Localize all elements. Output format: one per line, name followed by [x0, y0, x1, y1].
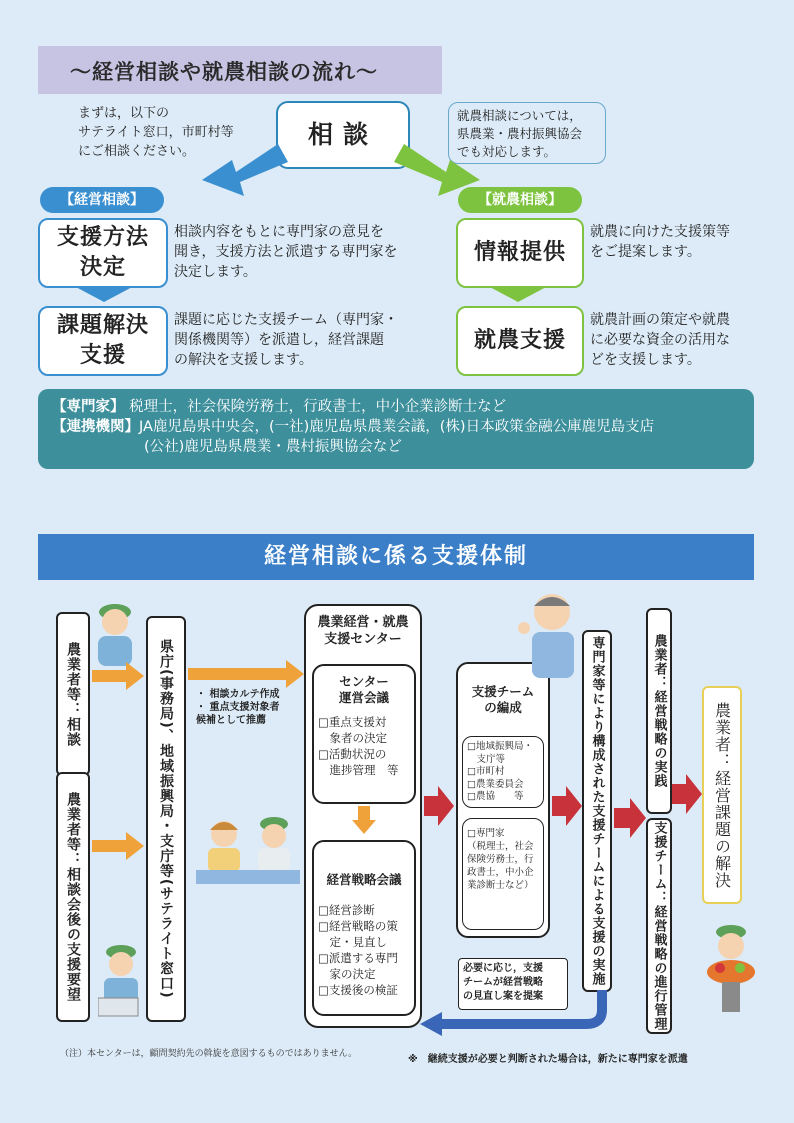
- footnote-right: ※ 継続支援が必要と判断された場合は，新たに専門家を派遣: [408, 1054, 688, 1065]
- team-support-box: [582, 630, 612, 992]
- step-farming-support-desc: 就農計画の策定や就農 に必要な資金の活用な どを支援します。: [590, 312, 730, 368]
- footnote-left: （注）本センターは，顧問契約先の斡旋を意図するものではありません。: [60, 1049, 358, 1059]
- red-arrow-icon: [552, 786, 582, 826]
- expert-text: 税理士，社会保険労務士，行政書士，中小企業診断士など: [129, 399, 507, 415]
- review-note-box: [458, 958, 568, 1010]
- step-solve-issue: 課題解決 支援: [38, 306, 168, 376]
- chevron-down-icon: [74, 286, 134, 304]
- experts-panel: [38, 389, 754, 469]
- farmer-practice-box: [646, 608, 672, 814]
- center-meeting-box: [312, 664, 416, 804]
- team-experts-items: □専門家 （税理士，社会 保険労務士，行 政書士，中小企 業診断士など）: [467, 828, 534, 891]
- red-arrow-icon: [614, 798, 646, 838]
- team-support-label: 専門家等により構成された支援チームによる支援の実施: [589, 636, 605, 986]
- business-consult-tag: 【経営相談】: [40, 187, 164, 213]
- section2-header: [38, 534, 754, 580]
- partner-label: 【連携機関】: [52, 419, 139, 435]
- arrow-left-diagonal-icon: [200, 140, 290, 200]
- expert-label: 【専門家】: [52, 399, 125, 415]
- expert-person-icon: [516, 584, 580, 684]
- step-decide-method: 支援方法 決定: [38, 218, 168, 288]
- orange-arrow-icon: [92, 832, 144, 860]
- farmer-consult-box: [56, 612, 90, 776]
- support-team-title: 支援チーム の編成: [471, 684, 535, 715]
- red-arrow-icon: [672, 774, 702, 814]
- result-box: [702, 686, 742, 904]
- step-farming-support: 就農支援: [456, 306, 584, 376]
- consultation-scene-icon: [196, 812, 300, 886]
- orange-down-arrow-icon: [352, 806, 376, 834]
- right-note: 就農相談については， 県農業・農村振興協会 でも対応します。: [448, 102, 606, 164]
- team-members-items: □地域振興局・ 支庁等 □市町村 □農業委員会 □農協 等: [467, 741, 533, 802]
- pref-notes: ・ 相談カルテ作成 ・ 重点支援対象者 候補として推薦: [196, 689, 280, 726]
- farmer-laptop-icon: [98, 944, 144, 1024]
- team-management-label: 支援チーム：経営戦略の進行管理: [651, 821, 667, 1031]
- review-note: 必要に応じ，支援 チームが経営戦略 の見直し案を提案: [463, 963, 543, 1002]
- chevron-down-icon: [488, 286, 548, 304]
- farmer-person-icon: [90, 592, 140, 672]
- strategy-meeting-items: □経営診断 □経営戦略の策 定・見直し □派遣する専門 家の決定 □支援後の検証: [318, 903, 398, 997]
- partner-text-2: (公社)鹿児島県農業・農村振興協会など: [144, 439, 402, 455]
- support-center-title: 農業経営・就農 支援センター: [317, 615, 409, 647]
- pref-office-label: 県庁(事務局)、地域振興局・支庁等(サテライト窓口): [158, 639, 174, 999]
- step-info-provision-desc: 就農に向けた支援策等 をご提案します。: [590, 224, 730, 260]
- strategy-meeting-title: 経営戦略会議: [326, 872, 402, 887]
- orange-long-arrow-icon: [188, 660, 304, 688]
- center-meeting-title: センター 運営会議: [338, 674, 389, 705]
- farmer-practice-label: 農業者：経営戦略の実践: [651, 634, 667, 788]
- pref-office-box: [146, 616, 186, 1022]
- farmer-consult-label: 農業者等：相談: [65, 641, 81, 747]
- team-members-box: [462, 736, 544, 808]
- farmer-request-box: [56, 772, 90, 1022]
- center-meeting-items: □重点支援対 象者の決定 □活動状況の 進捗管理 等: [318, 715, 399, 777]
- red-arrow-icon: [424, 786, 454, 826]
- team-experts-box: [462, 818, 544, 930]
- strategy-meeting-box: [312, 840, 416, 1016]
- step-solve-issue-desc: 課題に応じた支援チーム（専門家・ 関係機関等）を派遣し，経営課題 の解決を支援します。: [174, 312, 398, 368]
- flow-title: ～経営相談や就農相談の流れ～: [70, 60, 378, 84]
- consult-box: 相談: [276, 101, 410, 169]
- section2-title: 経営相談に係る支援体制: [263, 544, 528, 569]
- result-label: 農業者：経営課題の解決: [712, 701, 732, 889]
- farming-consult-tag: 【就農相談】: [458, 187, 582, 213]
- team-management-box: [646, 818, 672, 1034]
- farmer-vegetables-icon: [706, 924, 756, 1014]
- partner-text-1: JA鹿児島県中央会，(一社)鹿児島県農業会議，(株)日本政策金融公庫鹿児島支店: [139, 419, 655, 435]
- farmer-request-label: 農業者等：相談会後の支援要望: [65, 792, 81, 1002]
- left-note: まずは，以下の サテライト窓口，市町村等 にご相談ください。: [78, 106, 234, 159]
- step-decide-method-desc: 相談内容をもとに専門家の意見を 聞き，支援方法と派遣する専門家を 決定します。: [174, 224, 398, 280]
- flow-title-band: [38, 46, 442, 94]
- step-info-provision: 情報提供: [456, 218, 584, 288]
- orange-arrow-icon: [92, 662, 144, 690]
